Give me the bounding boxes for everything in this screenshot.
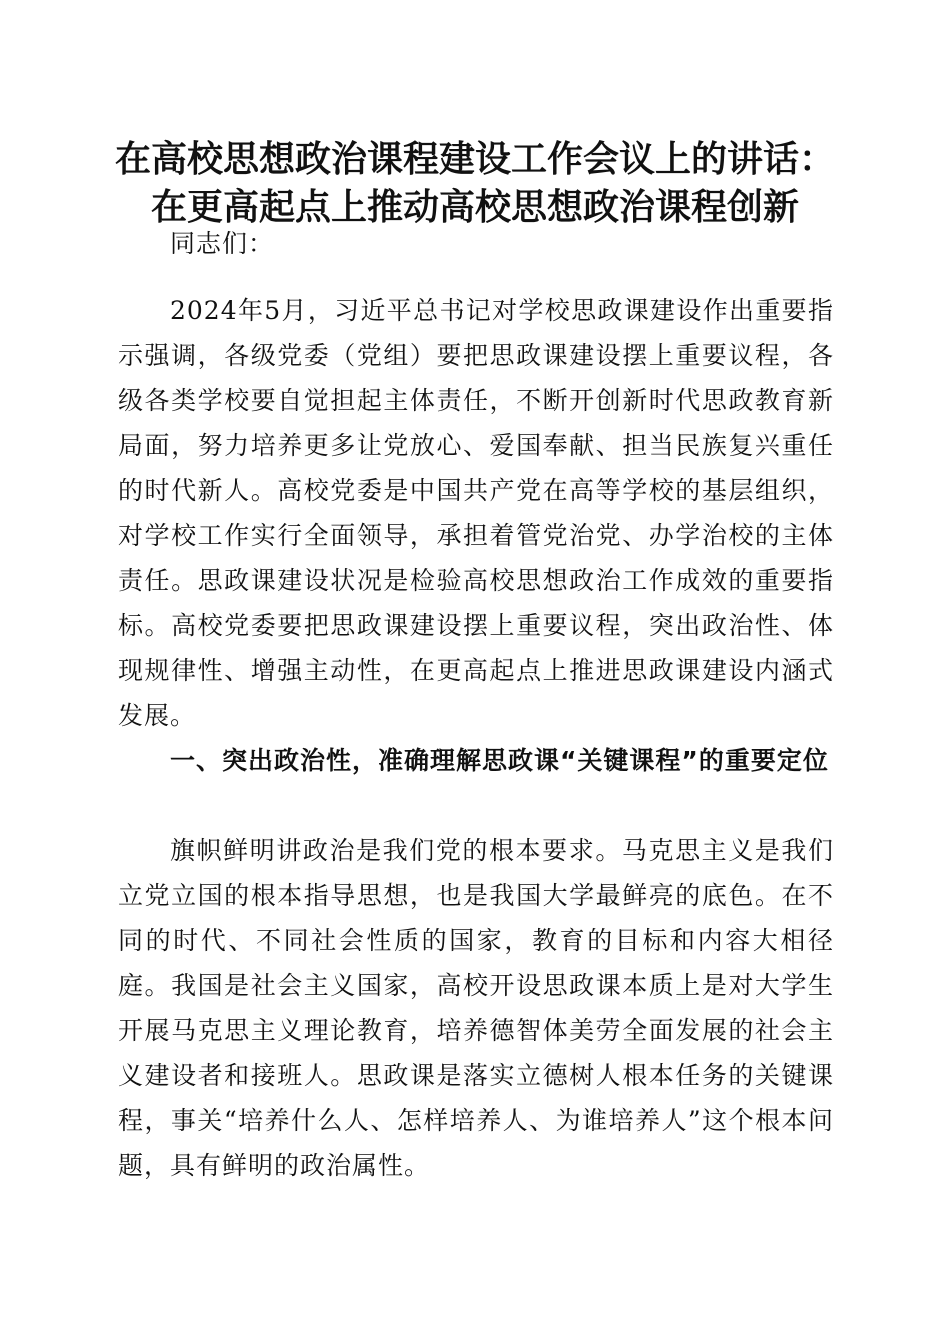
document-title-line-1: 在高校思想政治课程建设工作会议上的讲话： (114, 138, 835, 180)
paragraph-intro: 2024年5月，习近平总书记对学校思政课建设作出重要指示强调，各级党委（党组）要把思政课建设摆上重要议程，各级各类学校要自觉担起主体责任，不断开创新时代思政教育新局面，努力培养更多让党放心、爱国奉献、担当民族复兴重任的时代新人。高校党委是中国共产党在高等学校的基层组织，对学校工作实行全面领导，承担着管党治党、办学治校的主体责任。思政课建设状况是检验高校思想政治工作成效的重要指标。高校党委要把思政课建设摆上重要议程，突出政治性、体现规律性、增强主动性，在更高起点上推进思政课建设内涵式发展。 (118, 296, 834, 730)
paragraph-section-1: 旗帜鲜明讲政治是我们党的根本要求。马克思主义是我们立党立国的根本指导思想，也是我国大学最鲜亮的底色。在不同的时代、不同社会性质的国家，教育的目标和内容大相径庭。我国是社会主义国家，高校开设思政课本质上是对大学生开展马克思主义理论教育，培养德智体美劳全面发展的社会主义建设者和接班人。思政课是落实立德树人根本任务的关键课程，事关“培养什么人、怎样培养人、为谁培养人”这个根本问题，具有鲜明的政治属性。 (118, 836, 834, 1180)
section-heading-1: 一、突出政治性，准确理解思政课“关键课程”的重要定位 (170, 746, 829, 775)
document-title-line-2: 在更高起点上推动高校思想政治课程创新 (150, 186, 799, 228)
salutation: 同志们： (170, 229, 275, 258)
